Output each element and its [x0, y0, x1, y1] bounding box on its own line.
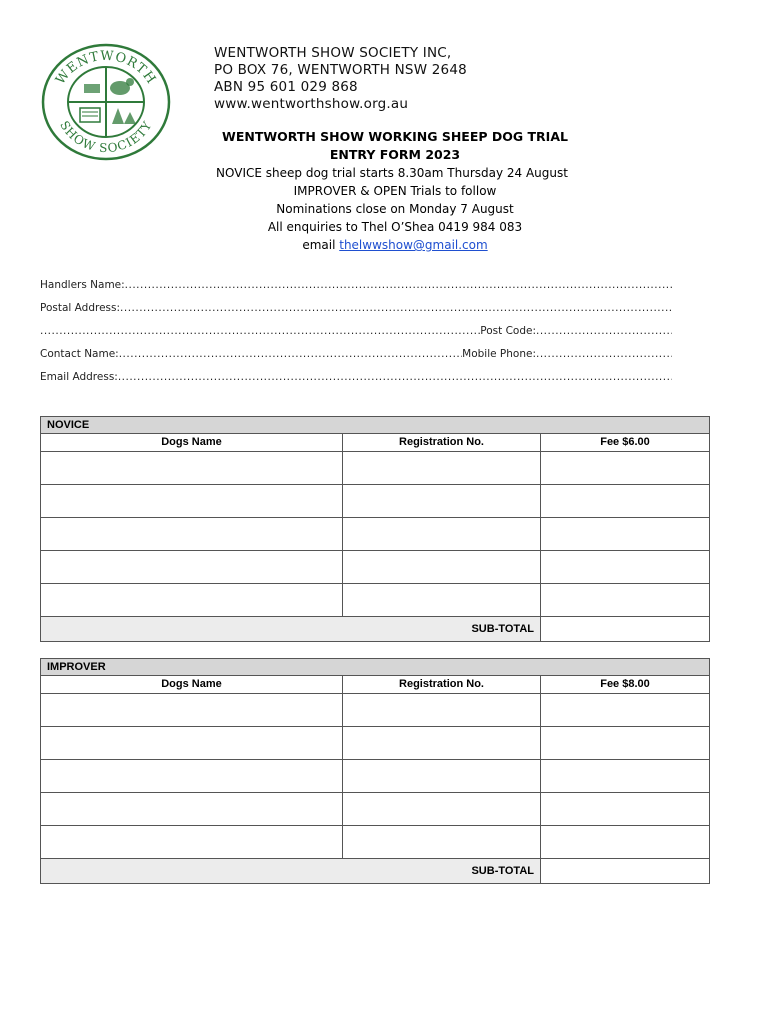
registration-cell[interactable]: [343, 452, 541, 484]
subtotal-label: SUB-TOTAL: [41, 617, 541, 641]
registration-cell[interactable]: [343, 551, 541, 583]
registration-cell[interactable]: [343, 727, 541, 759]
dogs-name-cell[interactable]: [41, 551, 343, 583]
col-dogs-name: Dogs Name: [41, 434, 343, 451]
enquiries-info: All enquiries to Thel O’Shea 0419 984 083: [267, 220, 523, 234]
fee-cell[interactable]: [541, 826, 709, 858]
col-registration: Registration No.: [343, 434, 541, 451]
novice-heading: NOVICE: [41, 417, 709, 434]
contact-name-label: Contact Name:: [40, 348, 119, 360]
col-fee: Fee $8.00: [600, 678, 650, 690]
dogs-name-cell[interactable]: [41, 485, 343, 517]
fee-cell[interactable]: [541, 551, 709, 583]
table-row: [41, 452, 709, 485]
subtotal-label: SUB-TOTAL: [41, 859, 541, 883]
novice-start-info: NOVICE sheep dog trial starts 8.30am Thursday 24 August: [216, 166, 568, 180]
dogs-name-cell[interactable]: [41, 518, 343, 550]
col-fee: Fee $6.00: [600, 436, 650, 448]
email-label: email: [302, 238, 340, 252]
email-address-label: Email Address:: [40, 371, 118, 383]
registration-cell[interactable]: [343, 518, 541, 550]
email-address-field[interactable]: [40, 366, 672, 389]
handler-fields: [40, 274, 672, 389]
subtotal-cell[interactable]: [541, 859, 709, 883]
registration-cell[interactable]: [343, 793, 541, 825]
society-abn: ABN 95 601 029 868: [214, 79, 358, 95]
dogs-name-cell[interactable]: [41, 694, 343, 726]
handlers-name-field[interactable]: [40, 274, 672, 297]
dogs-name-cell[interactable]: [41, 727, 343, 759]
table-row: [41, 518, 709, 551]
postal-address-label: Postal Address:: [40, 302, 121, 314]
registration-cell[interactable]: [343, 760, 541, 792]
dogs-name-cell[interactable]: [41, 584, 343, 616]
improver-open-info: IMPROVER & OPEN Trials to follow: [293, 184, 497, 198]
improver-table: [40, 658, 710, 884]
postal-address-field[interactable]: [40, 297, 672, 320]
dogs-name-cell[interactable]: [41, 760, 343, 792]
email-link[interactable]: thelwwshow@gmail.com: [339, 238, 488, 252]
novice-table: [40, 416, 710, 642]
email-info: [190, 236, 600, 254]
form-title: WENTWORTH SHOW WORKING SHEEP DOG TRIAL: [222, 129, 568, 144]
society-details: [214, 45, 467, 113]
contact-name-field[interactable]: [40, 343, 672, 366]
fee-cell[interactable]: [541, 793, 709, 825]
society-name: WENTWORTH SHOW SOCIETY INC,: [214, 45, 452, 61]
col-registration: Registration No.: [343, 676, 541, 693]
fee-cell[interactable]: [541, 727, 709, 759]
dogs-name-cell[interactable]: [41, 826, 343, 858]
society-address: PO BOX 76, WENTWORTH NSW 2648: [214, 62, 467, 78]
fee-cell[interactable]: [541, 452, 709, 484]
logo-text-top: WENTWORTH: [53, 48, 159, 88]
title-block: [190, 128, 600, 254]
novice-subtotal-row: [41, 617, 709, 641]
table-row: [41, 826, 709, 859]
nominations-info: Nominations close on Monday 7 August: [276, 202, 514, 216]
dogs-name-cell[interactable]: [41, 793, 343, 825]
fee-cell[interactable]: [541, 584, 709, 616]
novice-column-headers: [41, 434, 709, 452]
fee-cell[interactable]: [541, 760, 709, 792]
fee-cell[interactable]: [541, 485, 709, 517]
table-row: [41, 485, 709, 518]
society-logo: [40, 42, 172, 162]
table-row: [41, 551, 709, 584]
postal-address-line2-field[interactable]: [40, 320, 672, 343]
handlers-name-label: Handlers Name:: [40, 279, 125, 291]
form-subtitle: ENTRY FORM 2023: [329, 147, 461, 162]
table-row: [41, 760, 709, 793]
logo-text-bottom: SHOW SOCIETY: [57, 118, 155, 156]
fee-cell[interactable]: [541, 694, 709, 726]
subtotal-cell[interactable]: [541, 617, 709, 641]
col-dogs-name: Dogs Name: [41, 676, 343, 693]
post-code-label: Post Code:: [480, 325, 536, 337]
mobile-phone-label: Mobile Phone:: [462, 348, 536, 360]
registration-cell[interactable]: [343, 826, 541, 858]
improver-heading: IMPROVER: [41, 659, 709, 676]
dogs-name-cell[interactable]: [41, 452, 343, 484]
society-website: www.wentworthshow.org.au: [214, 96, 409, 112]
table-row: [41, 584, 709, 617]
table-row: [41, 793, 709, 826]
fee-cell[interactable]: [541, 518, 709, 550]
table-row: [41, 727, 709, 760]
improver-column-headers: [41, 676, 709, 694]
improver-subtotal-row: [41, 859, 709, 883]
registration-cell[interactable]: [343, 694, 541, 726]
registration-cell[interactable]: [343, 584, 541, 616]
registration-cell[interactable]: [343, 485, 541, 517]
table-row: [41, 694, 709, 727]
